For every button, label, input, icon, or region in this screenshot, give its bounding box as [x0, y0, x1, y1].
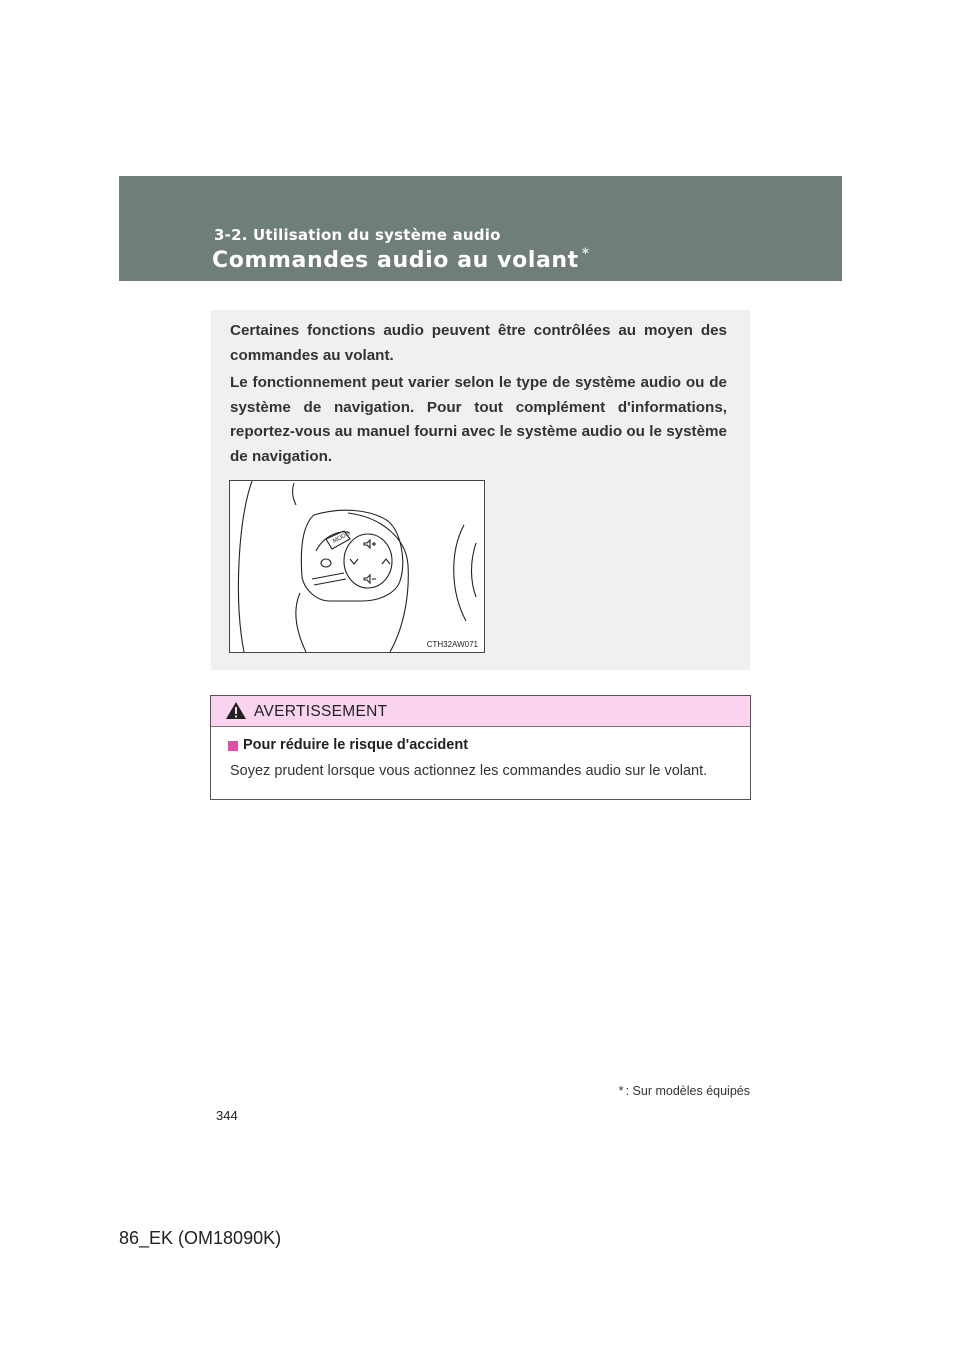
chapter-header: [119, 176, 842, 281]
steering-wheel-figure: [229, 480, 485, 653]
intro-paragraph-2: Le fonctionnement peut varier selon le type de système audio ou de système de navigation. Pour tout complément d'informations, reportez-vous au manuel fourni avec le système audio ou le système de navigation.: [230, 374, 727, 465]
volume-down-icon: [364, 575, 370, 583]
document-code: 86_EK (OM18090K): [119, 1228, 282, 1248]
warning-heading: Pour réduire le risque d'accident: [243, 737, 469, 753]
seek-down-icon: [350, 559, 358, 564]
figure-code: CTH32AW071: [426, 640, 478, 649]
warning-body: Soyez prudent lorsque vous actionnez les commandes audio sur le volant.: [230, 763, 708, 779]
page-title: [212, 248, 590, 273]
mode-label: MODE: [332, 531, 351, 545]
bullet-square-icon: [228, 741, 238, 751]
warning-box: [210, 695, 751, 800]
footnote-text: : Sur modèles équipés: [625, 1084, 750, 1098]
seek-up-icon: [382, 559, 390, 564]
page-number: 344: [216, 1108, 238, 1123]
warning-header: [211, 696, 750, 727]
section-label: 3-2. Utilisation du système audio: [214, 226, 501, 244]
volume-up-icon: [364, 540, 370, 548]
footnote-marker: *: [618, 1083, 624, 1098]
warning-title: AVERTISSEMENT: [254, 703, 388, 720]
footnote: [619, 1083, 750, 1098]
warning-triangle-icon: [225, 701, 247, 720]
steering-wheel-illustration: [230, 481, 484, 652]
title-footnote-marker: *: [581, 246, 590, 262]
intro-box: [211, 310, 750, 670]
page-title-text: Commandes audio au volant: [212, 248, 579, 273]
intro-paragraph-1: Certaines fonctions audio peuvent être contrôlées au moyen des commandes au volant.: [230, 322, 727, 364]
